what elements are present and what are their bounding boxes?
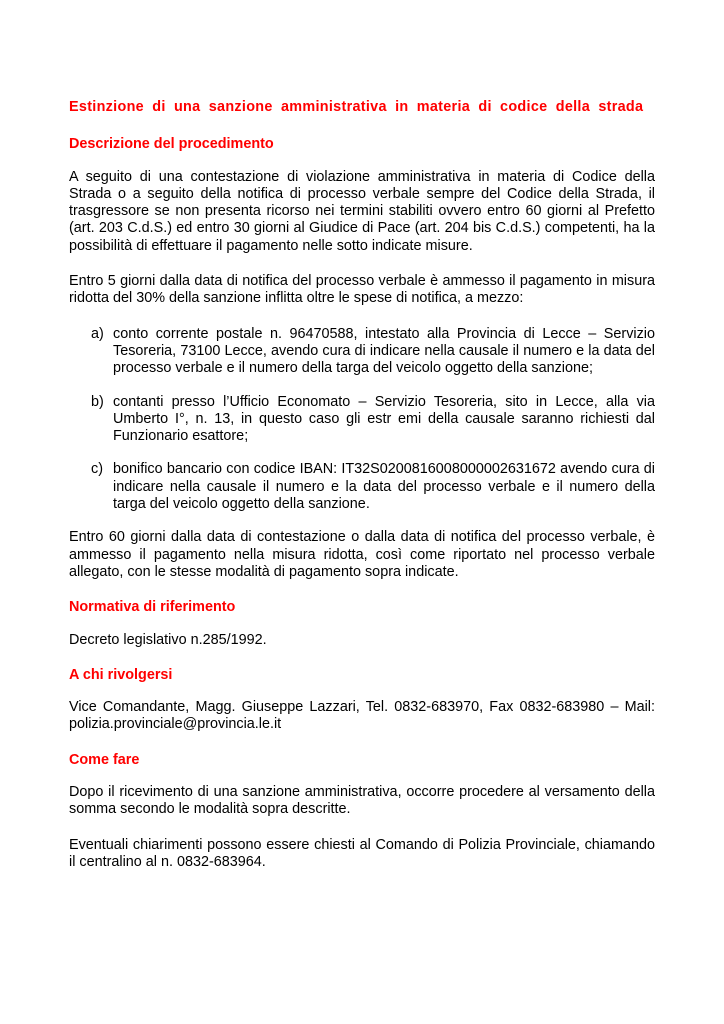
payment-methods-list [69,326,655,514]
list-item-text: contanti presso l’Ufficio Economato – Servizio Tesoreria, sito in Lecce, alla via Umberto I°, n. 13, in questo caso gli estr emi della causale saranno richiesti dal Funzionario esattore; [113,393,655,445]
heading-descrizione: Descrizione del procedimento [69,136,274,153]
list-marker: b) [91,393,104,410]
paragraph-descrizione-2: Entro 5 giorni dalla data di notifica del processo verbale è ammesso il pagamento in misura ridotta del 30% della sanzione inflitta oltre le spese di notifica, a mezzo: [69,273,655,307]
paragraph-descrizione-1: A seguito di una contestazione di violazione amministrativa in materia di Codice della Strada o a seguito della notifica di processo verbale sempre del Codice della Strada, il trasgressore se non presenta ricorso nei termini stabiliti ovvero entro 60 giorni al Prefetto (art. 203 C.d.S.) ed entro 30 giorni al Giudice di Pace (art. 204 bis C.d.S.) competenti, ha la possibilità di effettuare il pagamento nelle sotto indicate misure. [69,168,655,254]
list-item-b [69,394,655,446]
paragraph-contatti: Vice Comandante, Magg. Giuseppe Lazzari, Tel. 0832-683970, Fax 0832-683980 – Mail: polizia.provinciale@provincia.le.it [69,699,655,733]
heading-normativa: Normativa di riferimento [69,599,236,616]
heading-contatti: A chi rivolgersi [69,666,173,683]
list-marker: a) [91,325,104,342]
paragraph-come-fare-2: Eventuali chiarimenti possono essere chiesti al Comando di Polizia Provinciale, chiamando il centralino al n. 0832-683964. [69,836,655,870]
list-item-c [69,461,655,513]
paragraph-normativa: Decreto legislativo n.285/1992. [69,631,267,648]
list-item-text: bonifico bancario con codice IBAN: IT32S0200816008000002631672 avendo cura di indicare nella causale il numero e la data del processo verbale e il numero della targa del veicolo oggetto della sanzione. [113,461,655,513]
paragraph-descrizione-3: Entro 60 giorni dalla data di contestazione o dalla data di notifica del processo verbale, è ammesso il pagamento nella misura ridotta, così come riportato nel processo verbale allegato, con le stesse modalità di pagamento sopra indicate. [69,529,655,580]
paragraph-come-fare-1: Dopo il ricevimento di una sanzione amministrativa, occorre procedere al versamento della somma secondo le modalità sopra descritte. [69,784,655,818]
list-marker: c) [91,461,103,478]
list-item-a [69,326,655,378]
heading-come-fare: Come fare [69,751,140,768]
list-item-text: conto corrente postale n. 96470588, intestato alla Provincia di Lecce – Servizio Tesoreria, 73100 Lecce, avendo cura di indicare nella causale il numero e la data del processo verbale e il numero della targa del veicolo oggetto della sanzione; [113,325,655,377]
document-title: Estinzione di una sanzione amministrativa in materia di codice della strada [69,99,644,115]
